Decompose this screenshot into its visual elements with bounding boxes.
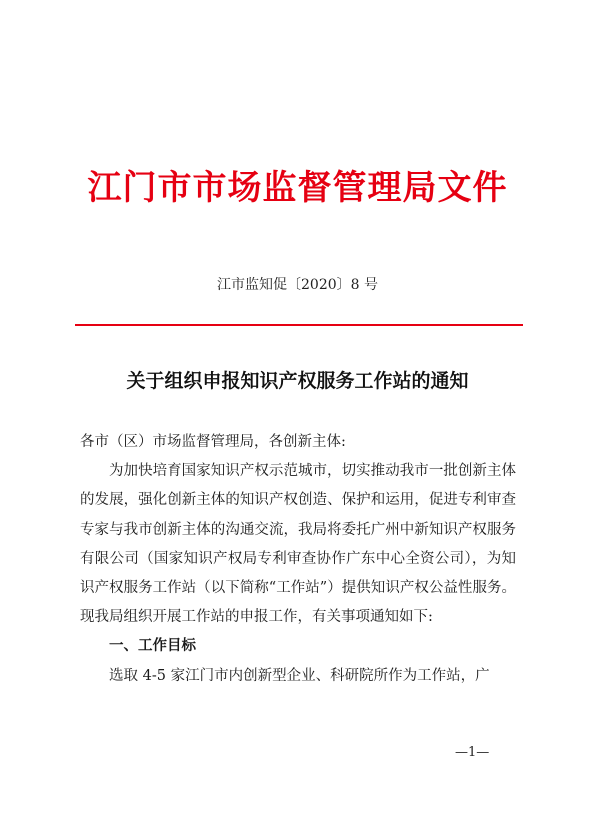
intro-paragraph: 为加快培育国家知识产权示范城市，切实推动我市一批创新主体的发展，强化创新主体的知识产权创造、保护和运用，促进专利审查专家与我市创新主体的沟通交流，我局将委托广州中新知识产权服务有限公司（国家知识产权局专利审查协作广东中心全资公司），为知识产权服务工作站（以下简称“工作站”）提供知识产权公益性服务。现我局组织开展工作站的申报工作，有关事项通知如下:	[80, 463, 516, 626]
page-number: —1—	[455, 745, 490, 760]
document-number: 江市监知促〔2020〕8 号	[217, 277, 378, 293]
notice-title: 关于组织申报知识产权服务工作站的通知	[126, 370, 469, 392]
section-goals-text: 选取 4-5 家江门市内创新型企业、科研院所作为工作站，广	[109, 667, 490, 684]
section-heading-goals: 一、工作目标	[109, 638, 196, 655]
salutation: 各市（区）市场监督管理局，各创新主体:	[80, 434, 346, 450]
document-body	[80, 428, 516, 691]
red-separator-line	[75, 324, 523, 326]
document-masthead: 江门市市场监督管理局文件	[87, 168, 508, 208]
